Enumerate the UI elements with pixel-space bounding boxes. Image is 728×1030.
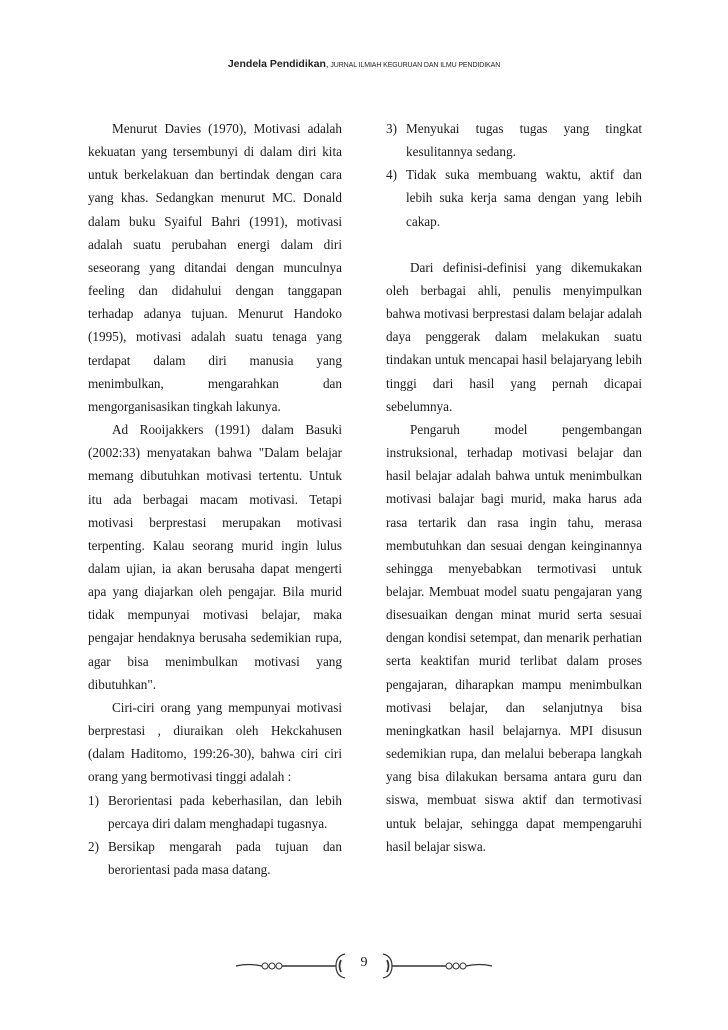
paragraph-characteristics: Ciri-ciri orang yang mempunyai motivasi berprestasi , diuraikan oleh Hekckahusen (dalam Haditomo, 199:26-30), bahwa ciri ciri orang yang bermotivasi tinggi adalah : [88, 699, 342, 785]
list-item-text: Berorientasi pada keberhasilan, dan lebih percaya diri dalam menghadapi tugasnya. [108, 792, 342, 831]
header-separator: , [325, 59, 329, 70]
list-item [386, 117, 642, 163]
list-item-text: Bersikap mengarah pada tujuan dan berorientasi pada masa datang. [108, 838, 342, 877]
running-header [0, 58, 728, 70]
journal-subtitle: JURNAL ILMIAH KEGURUAN DAN ILMU PENDIDIKAN [328, 62, 501, 69]
list-item-number: 3) [386, 121, 397, 136]
list-item [88, 789, 342, 835]
journal-name: Jendela Pendidikan [227, 58, 326, 70]
paragraph-rooijakkers: Ad Rooijakkers (1991) dalam Basuki (2002:33) menyatakan bahwa "Dalam belajar memang dibutuhkan motivasi tertentu. Untuk itu ada berbagai macam motivasi. Tetapi motivasi berprestasi merupakan motivasi terpenting. Kalau seorang murid ingin lulus dalam ujian, ia akan berusaha dapat mengerti apa yang diajarkan oleh pengajar. Bila murid tidak mempunyai motivasi belajar, maka pengajar hendaknya berusaha sedemikian rupa, agar bisa menimbulkan motivasi yang dibutuhkan". [88, 422, 342, 692]
paragraph-spacer [386, 233, 642, 256]
list-item [386, 163, 642, 232]
paragraph-definitions: Menurut Davies (1970), Motivasi adalah kekuatan yang tersembunyi di dalam diri kita untuk berkelakuan dan bertindak dengan cara yang khas. Sedangkan menurut MC. Donald dalam buku Syaiful Bahri (1991), motivasi adalah suatu perubahan energi dalam diri seseorang yang ditandai dengan munculnya feeling dan didahului dengan tanggapan terhadap adanya tujuan. Menurut Handoko (1995), motivasi adalah suatu tenaga yang terdapat dalam diri manusia yang menimbulkan, mengarahkan dan mengorganisasikan tingkah lakunya. [88, 121, 342, 414]
page-number: 9 [360, 955, 368, 970]
list-item-number: 2) [88, 838, 99, 854]
list-item-number: 1) [88, 792, 99, 808]
list-item-text: Tidak suka membuang waktu, aktif dan lebih suka kerja sama dengan yang lebih cakap. [406, 167, 642, 229]
page-footer [0, 946, 728, 986]
list-item [88, 835, 342, 881]
right-column [386, 117, 642, 858]
paragraph-model-influence: Pengaruh model pengembangan instruksional, terhadap motivasi belajar dan hasil belajar adalah bahwa untuk menimbulkan motivasi balajar bagi murid, maka harus ada rasa tertarik dan rasa ingin tahu, merasa membutuhkan dan sesuai dengan keinginannya sehingga menyebabkan termotivasi untuk belajar. Membuat model suatu pengajaran yang disesuaikan dengan minat murid serta sesuai dengan kondisi setempat, dan menarik perhatian serta keaktifan murid terlibat dalam proses pengajaran, diharapkan mampu menimbulkan motivasi belajar, dan selanjutnya bisa meningkatkan hasil belajarnya. MPI disusun sedemikian rupa, dan melalui beberapa langkah yang bisa dilakukan bersama antara guru dan siswa, membuat siswa aktif dan termotivasi untuk belajar, sehingga dapat mempengaruhi hasil belajar siswa. [386, 421, 642, 854]
paragraph-conclusion: Dari definisi-definisi yang dikemukakan oleh berbagai ahli, penulis menyimpulkan bahwa motivasi berprestasi dalam belajar adalah daya penggerak dalam melakukan suatu tindakan untuk mencapai hasil belajaryang lebih tinggi dari hasil yang pernah dicapai sebelumnya. [386, 259, 642, 414]
characteristics-list-part-2 [386, 117, 642, 233]
list-item-text: Menyukai tugas tugas yang tingkat kesulitannya sedang. [406, 121, 642, 160]
characteristics-list-part-1 [88, 789, 342, 882]
left-column [88, 117, 342, 881]
list-item-number: 4) [386, 167, 397, 183]
